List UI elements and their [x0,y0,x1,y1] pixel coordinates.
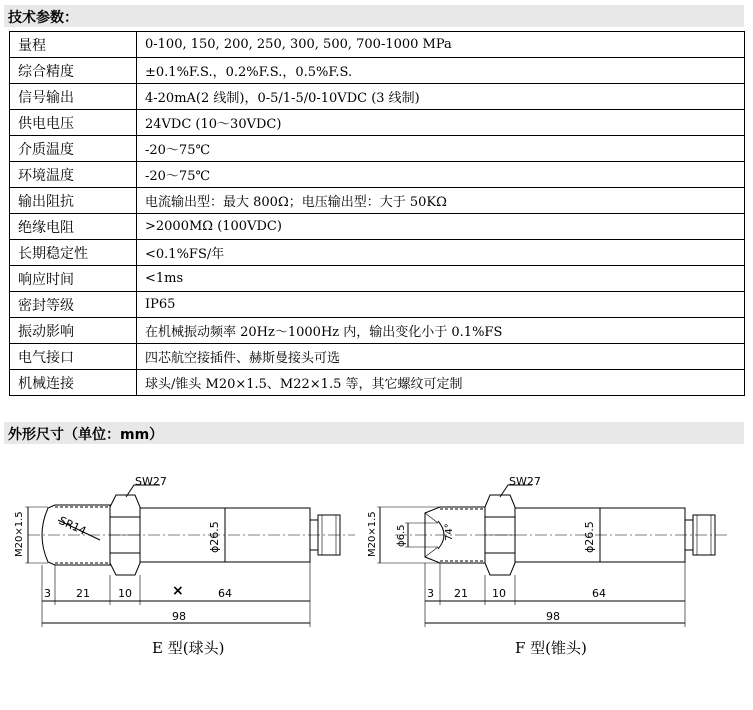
spec-value: -20～75℃ [137,162,745,188]
spec-value: 四芯航空接插件、赫斯曼接头可选 [137,344,745,370]
spec-row [10,32,745,58]
radius-label: SR14 [56,513,89,538]
thread-label: M20×1.5 [367,511,378,557]
spec-value: <0.1%FS/年 [137,240,745,266]
spec-label: 信号输出 [10,84,137,110]
spec-value: 球头/锥头 M20×1.5、M22×1.5 等，其它螺纹可定制 [137,370,745,396]
spec-row [10,344,745,370]
spec-label: 量程 [10,32,137,58]
section-header-dimensions [4,422,744,444]
dim-21: 21 [76,587,90,600]
spec-label: 长期稳定性 [10,240,137,266]
dim-64: 64 [218,587,232,600]
dim-10: 10 [492,587,506,600]
spec-value: 在机械振动频率 20Hz～1000Hz 内，输出变化小于 0.1%FS [137,318,745,344]
spec-row [10,188,745,214]
section-title: 外形尺寸（单位：mm） [8,427,164,443]
dim-98: 98 [546,610,560,623]
spec-table [9,31,745,396]
spec-row [10,84,745,110]
spec-row [10,214,745,240]
drawing-e [0,465,370,635]
spec-value: 0-100, 150, 200, 250, 300, 500, 700-1000 MPa [137,32,745,58]
spec-label: 机械连接 [10,370,137,396]
spec-label: 环境温度 [10,162,137,188]
dim-64: 64 [592,587,606,600]
caption-e: E 型(球头) [152,639,225,657]
spec-row [10,292,745,318]
spec-label: 输出阻抗 [10,188,137,214]
drawing-f [367,465,750,635]
spec-label: 介质温度 [10,136,137,162]
spec-value: 4-20mA(2 线制)，0-5/1-5/0-10VDC (3 线制) [137,84,745,110]
dim-3: 3 [427,587,434,600]
dim-10: 10 [118,587,132,600]
spec-row [10,266,745,292]
section-title: 技术参数： [8,10,78,26]
spec-row [10,58,745,84]
spec-label: 电气接口 [10,344,137,370]
diameter-label: ϕ26.5 [583,521,596,553]
spec-value: -20～75℃ [137,136,745,162]
spec-value: 24VDC (10～30VDC) [137,110,745,136]
diameter-label: ϕ26.5 [208,521,221,553]
spec-label: 供电电压 [10,110,137,136]
wrench-label: SW27 [509,475,541,488]
spec-label: 综合精度 [10,58,137,84]
spec-value: ±0.1%F.S.，0.2%F.S.，0.5%F.S. [137,58,745,84]
dim-21: 21 [454,587,468,600]
spec-row [10,318,745,344]
spec-value: <1ms [137,266,745,292]
section-header-specs [4,5,744,27]
spec-row [10,136,745,162]
spec-label: 绝缘电阻 [10,214,137,240]
thread-label: M20×1.5 [14,511,25,557]
spec-row [10,162,745,188]
spec-row [10,370,745,396]
dim-3: 3 [44,587,51,600]
spec-label: 密封等级 [10,292,137,318]
spec-label: 响应时间 [10,266,137,292]
caption-f: F 型(锥头) [515,639,587,657]
angle-label: 74° [444,523,455,541]
spec-value: IP65 [137,292,745,318]
spec-value: 电流输出型：最大 800Ω；电压输出型：大于 50KΩ [137,188,745,214]
spec-row [10,240,745,266]
bore-label: ϕ6.5 [396,524,407,547]
cross-mark: × [172,583,184,599]
spec-label: 振动影响 [10,318,137,344]
wrench-label: SW27 [135,475,167,488]
spec-value: >2000MΩ (100VDC) [137,214,745,240]
dim-98: 98 [172,610,186,623]
spec-row [10,110,745,136]
